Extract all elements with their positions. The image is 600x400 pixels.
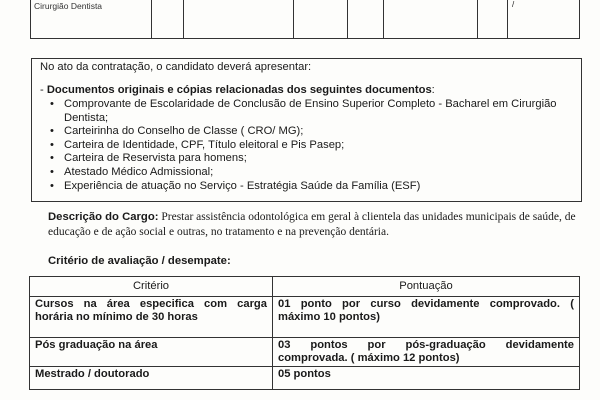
criteria-title: Critério de avaliação / desempate: <box>48 255 231 267</box>
criterion-cell: Pós graduação na área <box>30 338 273 367</box>
list-item-text: Atestado Médico Admissional; <box>64 165 214 178</box>
header-criterio: Critério <box>30 277 273 297</box>
list-item-text: Carteira de Reservista para homens; <box>64 152 247 165</box>
criteria-table <box>29 276 580 390</box>
score-cell: 01 ponto por curso devidamente comprovado. ( máximo 10 pontos) <box>273 297 580 338</box>
table-divider <box>151 0 152 38</box>
list-item <box>40 180 575 194</box>
table-divider <box>347 0 348 38</box>
list-item-text: Experiência de atuação no Serviço - Estratégia Saúde da Família (ESF) <box>64 179 421 192</box>
list-item <box>40 166 575 180</box>
table-divider <box>293 0 294 38</box>
bullet-icon: • <box>50 125 54 138</box>
bullet-icon: • <box>50 98 54 110</box>
table-divider <box>477 0 478 38</box>
list-item <box>40 139 575 153</box>
heading-text: Documentos originais e cópias relacionadas dos seguintes documentos <box>46 84 432 96</box>
job-description <box>48 210 578 240</box>
table-divider <box>183 0 184 38</box>
top-table-fragment <box>30 0 580 39</box>
score-cell: 05 pontos <box>273 367 580 390</box>
table-header-row <box>30 277 580 297</box>
description-text: Prestar assistência odontológica em geral à clientela das unidades municipais de saúde, de educação e de ação social e outras, no tratamento e na prevenção dentária. <box>48 211 576 238</box>
criterion-cell: Cursos na área especifica com carga horária no mínimo de 30 horas <box>30 297 273 338</box>
requirements-intro: No ato da contratação, o candidato deverá apresentar: <box>40 61 312 73</box>
list-item <box>40 98 575 125</box>
list-item <box>40 152 575 166</box>
score-cell: 03 pontos por pós-graduação devidamente comprovada. ( máximo 12 pontos) <box>273 338 580 367</box>
bullet-icon: • <box>50 179 54 192</box>
list-item-text: Comprovante de Escolaridade de Conclusão de Ensino Superior Completo - Bacharel em Cirurgião Dentista; <box>64 98 557 124</box>
top-table-corner-mark: / <box>512 0 515 9</box>
requirements-list <box>40 98 575 193</box>
requirements-heading <box>40 84 435 96</box>
list-item-text: Carteirinha do Conselho de Classe ( CRO/ MG); <box>64 125 304 138</box>
heading-suffix: : <box>431 84 435 96</box>
bullet-icon: • <box>50 152 54 165</box>
bullet-icon: • <box>50 165 54 178</box>
list-item-text: Carteira de Identidade, CPF, Título eleitoral e Pis Pasep; <box>64 138 345 151</box>
table-divider <box>507 0 508 38</box>
top-table-cell-text: Cirurgião Dentista <box>34 1 103 11</box>
header-pontuacao: Pontuação <box>273 277 580 297</box>
criterion-cell: Mestrado / doutorado <box>30 367 273 390</box>
table-row <box>30 338 580 367</box>
description-label: Descrição do Cargo: <box>48 211 159 223</box>
table-divider <box>383 0 384 38</box>
heading-prefix: - <box>40 84 47 96</box>
list-item <box>40 125 575 139</box>
table-row <box>30 297 580 338</box>
bullet-icon: • <box>50 138 54 151</box>
table-row <box>30 367 580 390</box>
